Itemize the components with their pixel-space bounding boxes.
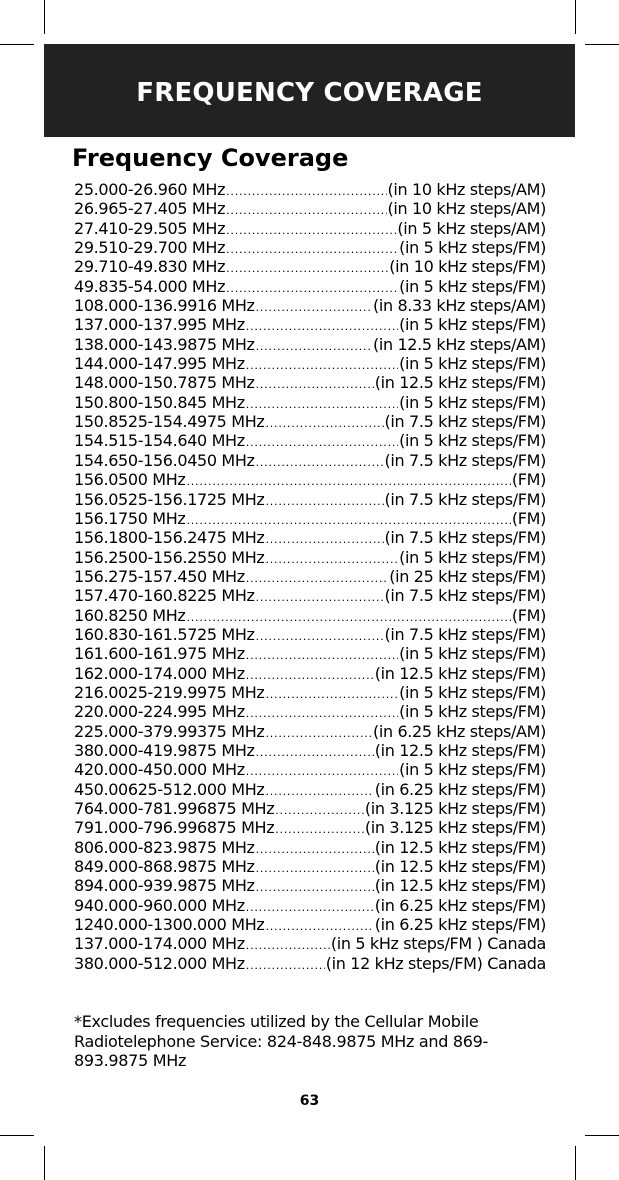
dot-leader: [246, 898, 374, 917]
dot-leader: [275, 820, 364, 839]
frequency-step: (in 12.5 kHz steps/FM): [374, 373, 546, 393]
frequency-row: [74, 393, 546, 412]
frequency-range: 160.8250 MHz: [74, 605, 186, 625]
frequency-range: 150.800-150.845 MHz: [74, 392, 245, 412]
dot-leader: [256, 627, 384, 646]
frequency-row: [74, 509, 546, 528]
frequency-row: [74, 296, 546, 315]
dot-leader: [256, 859, 374, 878]
frequency-step: (in 6.25 kHz steps/FM): [374, 779, 546, 799]
dot-leader: [265, 530, 383, 549]
frequency-row: [74, 606, 546, 625]
frequency-row: [74, 896, 546, 915]
frequency-row: [74, 219, 546, 238]
frequency-step: (in 6.25 kHz steps/FM): [374, 915, 546, 935]
frequency-step: (in 7.5 kHz steps/FM): [384, 586, 546, 606]
frequency-step: (in 5 kHz steps/FM): [399, 431, 546, 451]
frequency-row: [74, 490, 546, 509]
frequency-range: 25.000-26.960 MHz: [74, 180, 226, 199]
dot-leader: [226, 259, 388, 278]
dot-leader: [246, 956, 325, 975]
frequency-range: 940.000-960.000 MHz: [74, 895, 245, 915]
frequency-row: [74, 934, 546, 953]
frequency-step: (in 5 kHz steps/FM): [399, 682, 546, 702]
frequency-step: (in 12.5 kHz steps/FM): [374, 663, 546, 683]
frequency-row: [74, 838, 546, 857]
frequency-list: [74, 180, 546, 973]
frequency-step: (FM): [511, 508, 546, 528]
section-title: Frequency Coverage: [72, 144, 349, 172]
frequency-row: [74, 277, 546, 296]
frequency-row: [74, 915, 546, 934]
frequency-step: (in 5 kHz steps/AM): [397, 218, 546, 238]
frequency-row: [74, 528, 546, 547]
frequency-row: [74, 780, 546, 799]
frequency-row: [74, 567, 546, 586]
frequency-range: 156.0525-156.1725 MHz: [74, 489, 265, 509]
frequency-range: 27.410-29.505 MHz: [74, 218, 226, 238]
frequency-range: 894.000-939.9875 MHz: [74, 876, 255, 896]
dot-leader: [256, 588, 384, 607]
frequency-range: 220.000-224.995 MHz: [74, 702, 245, 722]
frequency-row: [74, 238, 546, 257]
dot-leader: [246, 433, 398, 452]
frequency-step: (in 5 kHz steps/FM): [399, 354, 546, 374]
crop-mark: [575, 1146, 576, 1180]
frequency-step: (in 5 kHz steps/FM): [399, 760, 546, 780]
frequency-range: 162.000-174.000 MHz: [74, 663, 245, 683]
dot-leader: [246, 395, 398, 414]
dot-leader: [246, 666, 374, 685]
frequency-step: (in 5 kHz steps/FM): [399, 547, 546, 567]
frequency-step: (FM): [511, 470, 546, 490]
dot-leader: [275, 801, 364, 820]
frequency-row: [74, 664, 546, 683]
crop-mark: [0, 1135, 34, 1136]
frequency-step: (in 12.5 kHz steps/FM): [374, 857, 546, 877]
frequency-step: (in 12.5 kHz steps/FM): [374, 740, 546, 760]
frequency-range: 156.275-157.450 MHz: [74, 566, 245, 586]
frequency-range: 156.2500-156.2550 MHz: [74, 547, 265, 567]
dot-leader: [246, 936, 330, 955]
frequency-range: 156.0500 MHz: [74, 470, 186, 490]
frequency-row: [74, 548, 546, 567]
frequency-step: (in 5 kHz steps/FM ) Canada: [330, 934, 546, 954]
frequency-row: [74, 315, 546, 334]
frequency-range: 150.8525-154.4975 MHz: [74, 412, 265, 432]
header-title: FREQUENCY COVERAGE: [136, 77, 483, 108]
frequency-row: [74, 954, 546, 973]
frequency-range: 225.000-379.99375 MHz: [74, 721, 265, 741]
frequency-step: (FM): [511, 605, 546, 625]
dot-leader: [265, 550, 398, 569]
frequency-step: (in 12.5 kHz steps/AM): [372, 334, 546, 354]
frequency-row: [74, 180, 546, 199]
frequency-row: [74, 702, 546, 721]
frequency-range: 29.510-29.700 MHz: [74, 238, 226, 258]
frequency-row: [74, 760, 546, 779]
frequency-row: [74, 431, 546, 450]
dot-leader: [256, 453, 384, 472]
frequency-range: 380.000-419.9875 MHz: [74, 740, 255, 760]
frequency-step: (in 25 kHz steps/FM): [389, 566, 546, 586]
frequency-range: 156.1800-156.2475 MHz: [74, 528, 265, 548]
footnote: *Excludes frequencies utilized by the Cellular Mobile Radiotelephone Service: 824-848.9875 MHz and 869-893.9875 MHz: [74, 1012, 488, 1070]
frequency-step: (in 5 kHz steps/FM): [399, 315, 546, 335]
dot-leader: [226, 182, 386, 201]
frequency-range: 137.000-174.000 MHz: [74, 934, 245, 954]
frequency-row: [74, 722, 546, 741]
frequency-range: 450.00625-512.000 MHz: [74, 779, 265, 799]
frequency-row: [74, 470, 546, 489]
dot-leader: [226, 221, 396, 240]
frequency-row: [74, 586, 546, 605]
frequency-step: (in 5 kHz steps/FM): [399, 644, 546, 664]
frequency-row: [74, 451, 546, 470]
frequency-range: 420.000-450.000 MHz: [74, 760, 245, 780]
dot-leader: [265, 492, 383, 511]
frequency-range: 137.000-137.995 MHz: [74, 315, 245, 335]
frequency-range: 849.000-868.9875 MHz: [74, 857, 255, 877]
dot-leader: [256, 878, 374, 897]
frequency-row: [74, 876, 546, 895]
frequency-row: [74, 644, 546, 663]
frequency-step: (in 12 kHz steps/FM) Canada: [325, 953, 546, 973]
frequency-step: (in 7.5 kHz steps/FM): [384, 528, 546, 548]
frequency-row: [74, 625, 546, 644]
frequency-range: 154.650-156.0450 MHz: [74, 450, 255, 470]
frequency-range: 144.000-147.995 MHz: [74, 354, 245, 374]
frequency-step: (in 5 kHz steps/FM): [399, 702, 546, 722]
dot-leader: [256, 840, 374, 859]
frequency-range: 160.830-161.5725 MHz: [74, 624, 255, 644]
page-header: [44, 44, 575, 137]
dot-leader: [226, 240, 398, 259]
dot-leader: [265, 782, 373, 801]
crop-mark: [585, 1135, 619, 1136]
dot-leader: [256, 743, 374, 762]
frequency-step: (in 10 kHz steps/AM): [387, 180, 546, 199]
frequency-step: (in 5 kHz steps/FM): [399, 392, 546, 412]
frequency-step: (in 7.5 kHz steps/FM): [384, 624, 546, 644]
frequency-step: (in 3.125 kHz steps/FM): [364, 818, 546, 838]
frequency-step: (in 10 kHz steps/AM): [387, 199, 546, 219]
frequency-range: 1240.000-1300.000 MHz: [74, 915, 265, 935]
frequency-step: (in 7.5 kHz steps/FM): [384, 412, 546, 432]
frequency-range: 806.000-823.9875 MHz: [74, 837, 255, 857]
frequency-step: (in 6.25 kHz steps/FM): [374, 895, 546, 915]
dot-leader: [246, 569, 388, 588]
frequency-row: [74, 818, 546, 837]
dot-leader: [226, 201, 386, 220]
frequency-range: 29.710-49.830 MHz: [74, 257, 226, 277]
dot-leader: [265, 414, 383, 433]
frequency-range: 26.965-27.405 MHz: [74, 199, 226, 219]
frequency-row: [74, 857, 546, 876]
frequency-range: 161.600-161.975 MHz: [74, 644, 245, 664]
frequency-step: (in 10 kHz steps/FM): [389, 257, 546, 277]
frequency-row: [74, 335, 546, 354]
frequency-step: (in 12.5 kHz steps/FM): [374, 876, 546, 896]
dot-leader: [256, 375, 374, 394]
frequency-row: [74, 257, 546, 276]
frequency-range: 154.515-154.640 MHz: [74, 431, 245, 451]
frequency-row: [74, 354, 546, 373]
frequency-range: 49.835-54.000 MHz: [74, 276, 226, 296]
crop-mark: [44, 1146, 45, 1180]
frequency-range: 380.000-512.000 MHz: [74, 953, 245, 973]
frequency-step: (in 5 kHz steps/FM): [399, 238, 546, 258]
dot-leader: [256, 298, 372, 317]
frequency-range: 148.000-150.7875 MHz: [74, 373, 255, 393]
frequency-row: [74, 741, 546, 760]
dot-leader: [265, 724, 372, 743]
frequency-row: [74, 683, 546, 702]
dot-leader: [265, 685, 398, 704]
frequency-range: 156.1750 MHz: [74, 508, 186, 528]
frequency-step: (in 3.125 kHz steps/FM): [364, 799, 546, 818]
frequency-range: 216.0025-219.9975 MHz: [74, 682, 265, 702]
frequency-range: 791.000-796.996875 MHz: [74, 818, 275, 838]
frequency-row: [74, 799, 546, 818]
crop-mark: [44, 0, 45, 34]
frequency-step: (in 8.33 kHz steps/AM): [372, 296, 546, 316]
crop-mark: [575, 0, 576, 34]
page-number: 63: [299, 1093, 320, 1109]
frequency-range: 138.000-143.9875 MHz: [74, 334, 255, 354]
frequency-range: 764.000-781.996875 MHz: [74, 799, 275, 818]
frequency-step: (in 5 kHz steps/FM): [399, 276, 546, 296]
dot-leader: [256, 337, 372, 356]
crop-mark: [585, 44, 619, 45]
crop-mark: [0, 44, 34, 45]
frequency-step: (in 12.5 kHz steps/FM): [374, 837, 546, 857]
frequency-step: (in 7.5 kHz steps/FM): [384, 489, 546, 509]
frequency-step: (in 6.25 kHz steps/AM): [372, 721, 546, 741]
frequency-row: [74, 373, 546, 392]
frequency-range: 157.470-160.8225 MHz: [74, 586, 255, 606]
frequency-range: 108.000-136.9916 MHz: [74, 296, 255, 316]
frequency-step: (in 7.5 kHz steps/FM): [384, 450, 546, 470]
frequency-row: [74, 199, 546, 218]
frequency-row: [74, 412, 546, 431]
